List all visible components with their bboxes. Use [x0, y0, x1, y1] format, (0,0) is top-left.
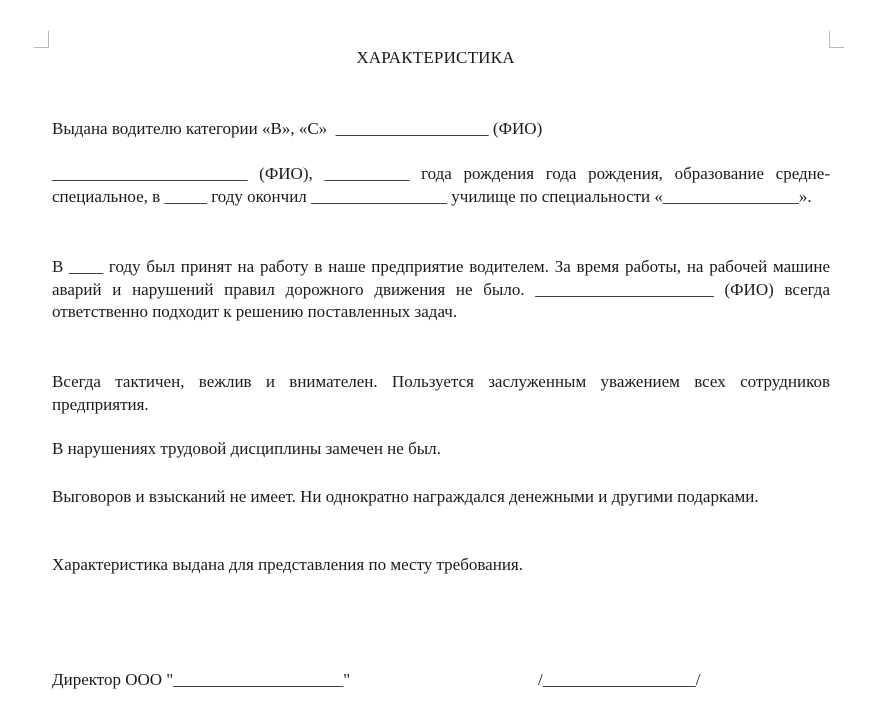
paragraph-issued-to: Выдана водителю категории «В», «С» __________________ (ФИО): [52, 119, 543, 138]
paragraph-purpose: Характеристика выдана для представления по месту требования.: [52, 555, 523, 574]
paragraph-employment: В ____ году был принят на работу в наше предприятие водителем. За время работы, на рабочей машине аварий и нарушений правил дорожного движения не было. _____________________ (ФИО) всегда ответственно подходит к решению поставленных задач.: [52, 257, 830, 321]
page-corner-mark-top-right: [829, 31, 844, 48]
signature-name-line: /__________________/: [538, 670, 701, 689]
paragraph-character: Всегда тактичен, вежлив и внимателен. Пользуется заслуженным уважением всех сотрудников предприятия.: [52, 372, 830, 414]
paragraph-personal-info: _______________________ (ФИО), __________ года рождения года рождения, образование средне-специальное, в _____ году окончил ________________ училище по специальности «________________».: [52, 164, 830, 206]
document-title: ХАРАКТЕРИСТИКА: [356, 48, 515, 67]
page-corner-mark-top-left: [34, 31, 49, 48]
paragraph-awards: Выговоров и взысканий не имеет. Ни однократно награждался денежными и другими подарками.: [52, 487, 759, 506]
signature-director: Директор ООО "____________________": [52, 670, 351, 689]
paragraph-discipline: В нарушениях трудовой дисциплины замечен не был.: [52, 439, 441, 458]
